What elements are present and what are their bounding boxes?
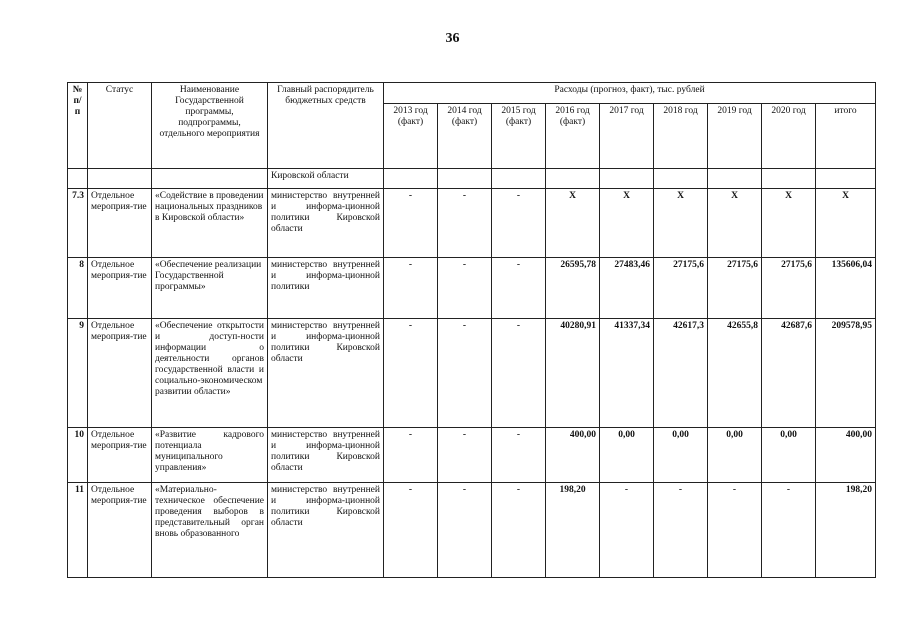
- header-row: [68, 83, 876, 104]
- row-value: 26595,78: [546, 258, 600, 319]
- table-row: [68, 428, 876, 483]
- row-num: 8: [68, 258, 88, 319]
- row-value: -: [762, 483, 816, 578]
- row-value: 0,00: [708, 428, 762, 483]
- row-value: -: [600, 483, 654, 578]
- row-name: «Обеспечение реализации Государственной программы»: [152, 258, 268, 319]
- page-number: 36: [445, 31, 460, 46]
- row-value: X: [762, 189, 816, 258]
- header-num: № п/п: [68, 83, 88, 169]
- row-value: -: [384, 428, 438, 483]
- row-value: 41337,34: [600, 319, 654, 428]
- row-value: -: [492, 483, 546, 578]
- header-manager: Главный распорядитель бюджетных средств: [268, 83, 384, 169]
- row-num: 10: [68, 428, 88, 483]
- continuation-text: Кировской области: [268, 169, 384, 189]
- row-value: 42655,8: [708, 319, 762, 428]
- row-value: 198,20: [816, 483, 876, 578]
- row-status: Отдельное мероприя-тие: [88, 428, 152, 483]
- row-manager: министерство внутренней и информа-ционной политики Кировской области: [268, 483, 384, 578]
- header-year: 2020 год: [762, 104, 816, 169]
- row-value: 27483,46: [600, 258, 654, 319]
- row-name: «Материально-техническое обеспечение проведения выборов в представительный орган вновь образованного: [152, 483, 268, 578]
- row-value: -: [438, 319, 492, 428]
- row-num: 11: [68, 483, 88, 578]
- row-value: 0,00: [762, 428, 816, 483]
- row-value: -: [708, 483, 762, 578]
- row-value: 27175,6: [654, 258, 708, 319]
- row-value: -: [384, 483, 438, 578]
- header-year: 2016 год (факт): [546, 104, 600, 169]
- header-year: 2018 год: [654, 104, 708, 169]
- table-row: [68, 483, 876, 578]
- row-value: 27175,6: [762, 258, 816, 319]
- row-name: «Содействие в проведении национальных праздников в Кировской области»: [152, 189, 268, 258]
- row-manager: министерство внутренней и информа-ционной политики Кировской области: [268, 189, 384, 258]
- header-year: 2015 год (факт): [492, 104, 546, 169]
- row-manager: министерство внутренней и информа-ционной политики Кировской области: [268, 428, 384, 483]
- table-row: [68, 258, 876, 319]
- row-status: Отдельное мероприя-тие: [88, 319, 152, 428]
- table-row: [68, 189, 876, 258]
- row-value: -: [384, 258, 438, 319]
- row-status: Отдельное мероприя-тие: [88, 258, 152, 319]
- row-value: -: [384, 189, 438, 258]
- header-year: итого: [816, 104, 876, 169]
- row-value: -: [384, 319, 438, 428]
- row-value: X: [546, 189, 600, 258]
- row-value: 0,00: [654, 428, 708, 483]
- table-row: [68, 319, 876, 428]
- continuation-row: [68, 169, 876, 189]
- row-value: -: [492, 428, 546, 483]
- row-value: X: [600, 189, 654, 258]
- row-num: 9: [68, 319, 88, 428]
- row-value: 42617,3: [654, 319, 708, 428]
- row-manager: министерство внутренней и информа-ционной политики: [268, 258, 384, 319]
- row-value: -: [492, 258, 546, 319]
- header-year: 2014 год (факт): [438, 104, 492, 169]
- row-name: «Развитие кадрового потенциала муниципального управления»: [152, 428, 268, 483]
- row-value: -: [492, 189, 546, 258]
- row-value: 198,20: [546, 483, 600, 578]
- row-value: X: [708, 189, 762, 258]
- row-status: Отдельное мероприя-тие: [88, 483, 152, 578]
- row-value: X: [816, 189, 876, 258]
- row-num: 7.3: [68, 189, 88, 258]
- header-year: 2013 год (факт): [384, 104, 438, 169]
- row-value: -: [654, 483, 708, 578]
- row-value: 135606,04: [816, 258, 876, 319]
- row-value: -: [438, 258, 492, 319]
- row-value: -: [438, 189, 492, 258]
- row-value: 400,00: [546, 428, 600, 483]
- row-value: -: [438, 428, 492, 483]
- row-status: Отдельное мероприя-тие: [88, 189, 152, 258]
- header-year: 2019 год: [708, 104, 762, 169]
- row-value: X: [654, 189, 708, 258]
- row-value: 27175,6: [708, 258, 762, 319]
- row-value: 209578,95: [816, 319, 876, 428]
- row-manager: министерство внутренней и информа-ционной политики Кировской области: [268, 319, 384, 428]
- row-value: -: [492, 319, 546, 428]
- header-status: Статус: [88, 83, 152, 169]
- row-value: 400,00: [816, 428, 876, 483]
- budget-table: [67, 82, 876, 578]
- row-value: 42687,6: [762, 319, 816, 428]
- row-value: 0,00: [600, 428, 654, 483]
- header-expenses: Расходы (прогноз, факт), тыс. рублей: [384, 83, 876, 104]
- row-name: «Обеспечение открытости и доступ-ности информации о деятельности органов государственной власти и социально-экономическом развитии области»: [152, 319, 268, 428]
- row-value: -: [438, 483, 492, 578]
- row-value: 40280,91: [546, 319, 600, 428]
- header-year: 2017 год: [600, 104, 654, 169]
- header-name: Наименование Государственной программы, подпрограммы, отдельного мероприятия: [152, 83, 268, 169]
